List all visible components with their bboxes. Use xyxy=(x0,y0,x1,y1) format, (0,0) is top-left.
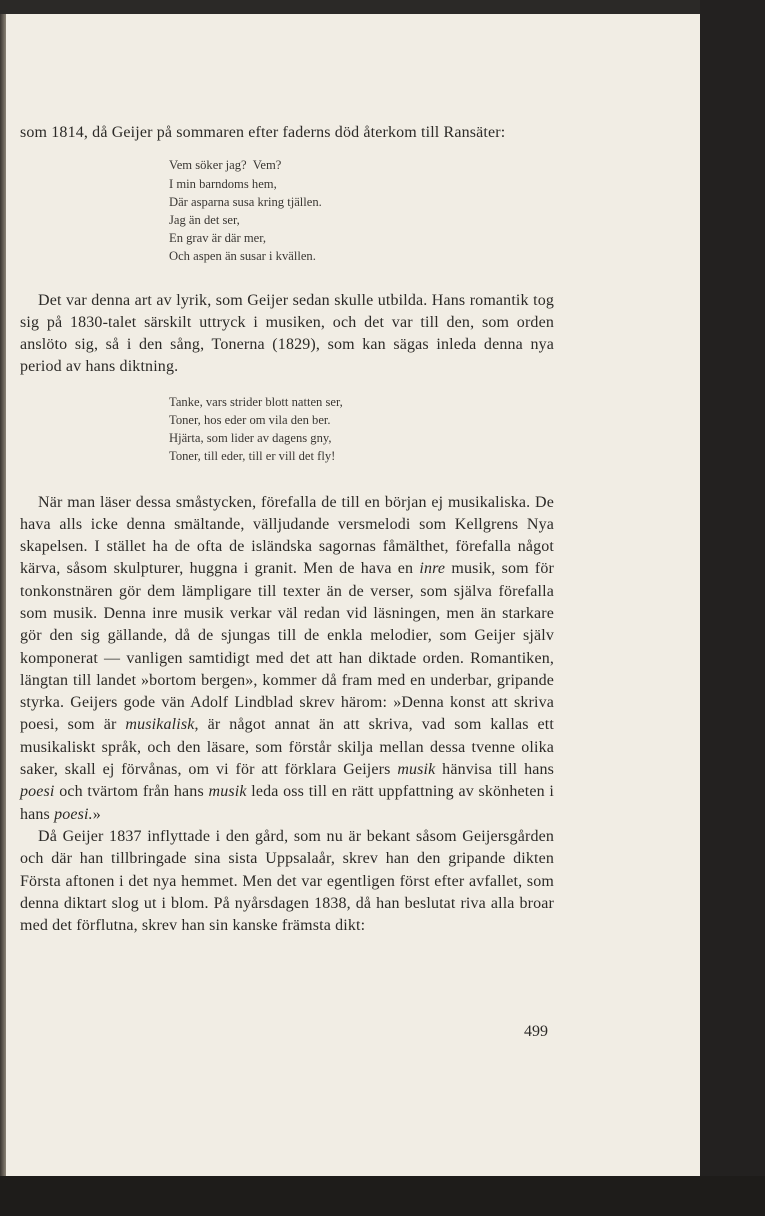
poem-line: Toner, till eder, till er vill det fly! xyxy=(169,449,336,464)
poem-line: Där asparna susa kring tjällen. xyxy=(169,194,322,209)
scan-bottom-border xyxy=(0,1176,765,1216)
poem-line: Hjärta, som lider av dagens gny, xyxy=(169,431,332,446)
page-number: 499 xyxy=(524,1023,548,1040)
poem-line: I min barndoms hem, xyxy=(169,176,277,191)
emphasis: inre xyxy=(419,560,446,578)
paragraph-3: När man läser dessa småstycken, förefalla de till en början ej musikaliska. De hava alls icke denna smältande, välljudande versmelodi som Kellgrens Nya skapelsen. I stället ha de ofta de isländska sagornas fåmälthet, förefalla något kärva, såsom skulpturer, huggna i granit. Men de hava en inre musik, som för tonkonstnären gör dem lämpligare till texter än de verser, som själva förefalla som musik. Denna inre musik verkar väl redan vid läsningen, men än starkare gör den sig gällande, då de sjungas till de enkla melodier, som Geijer själv komponerat — vanligen samtidigt med det att han diktade orden. Romantiken, längtan till landet »bortom bergen», kommer då fram med en underbar, gripande styrka. Geijers gode vän Adolf Lindblad skrev härom: »Denna konst att skriva poesi, som är musikalisk, är något annat än att skriva, vad som kallas ett musikaliskt språk, och den läsare, som förstår skilja mellan dessa tvenne olika saker, skall ej förvånas, om vi för att förklara Geijers musik hänvisa till hans poesi och tvärtom från hans musik leda oss till en rätt uppfattning av skönheten i hans poesi.» xyxy=(20,493,555,823)
poem-2 xyxy=(169,393,554,466)
emphasis: musik xyxy=(208,783,247,801)
poem-line: En grav är där mer, xyxy=(169,231,267,246)
poem-1 xyxy=(169,156,554,265)
poem-line: Och aspen än susar i kvällen. xyxy=(169,249,316,264)
poem-line: Tanke, vars strider blott natten ser, xyxy=(169,394,343,409)
poem-line: Vem söker jag? Vem? xyxy=(169,158,282,173)
paragraph-1: som 1814, då Geijer på sommaren efter faderns död återkom till Ransäter: xyxy=(20,124,506,141)
poem-line: Toner, hos eder om vila den ber. xyxy=(169,412,331,427)
page-text xyxy=(20,122,554,937)
emphasis: musik xyxy=(397,761,436,779)
emphasis: poesi. xyxy=(54,805,93,823)
emphasis: musikalisk xyxy=(125,716,195,734)
emphasis: poesi xyxy=(20,783,55,801)
paragraph-4: Då Geijer 1837 inflyttade i den gård, som nu är bekant såsom Geijersgården och där han tillbringade sina sista Uppsalaår, skrev han den gripande dikten Första aftonen i det nya hemmet. Men det var egentligen först efter avfallet, som denna diktart slog ut i blom. På nyårsdagen 1838, då han beslutat riva alla broar med det förflutna, skrev han sin kanske främsta dikt: xyxy=(20,827,554,935)
scan-top-border xyxy=(0,0,765,14)
poem-line: Jag än det ser, xyxy=(169,212,240,227)
paragraph-2: Det var denna art av lyrik, som Geijer sedan skulle utbilda. Hans romantik tog sig på 1830-talet särskilt uttryck i musiken, och det var till den, som orden anslöto sig, så i den sång, Tonerna (1829), som kan sägas inleda denna nya period av hans diktning. xyxy=(20,291,554,376)
scan-right-border xyxy=(700,0,765,1216)
